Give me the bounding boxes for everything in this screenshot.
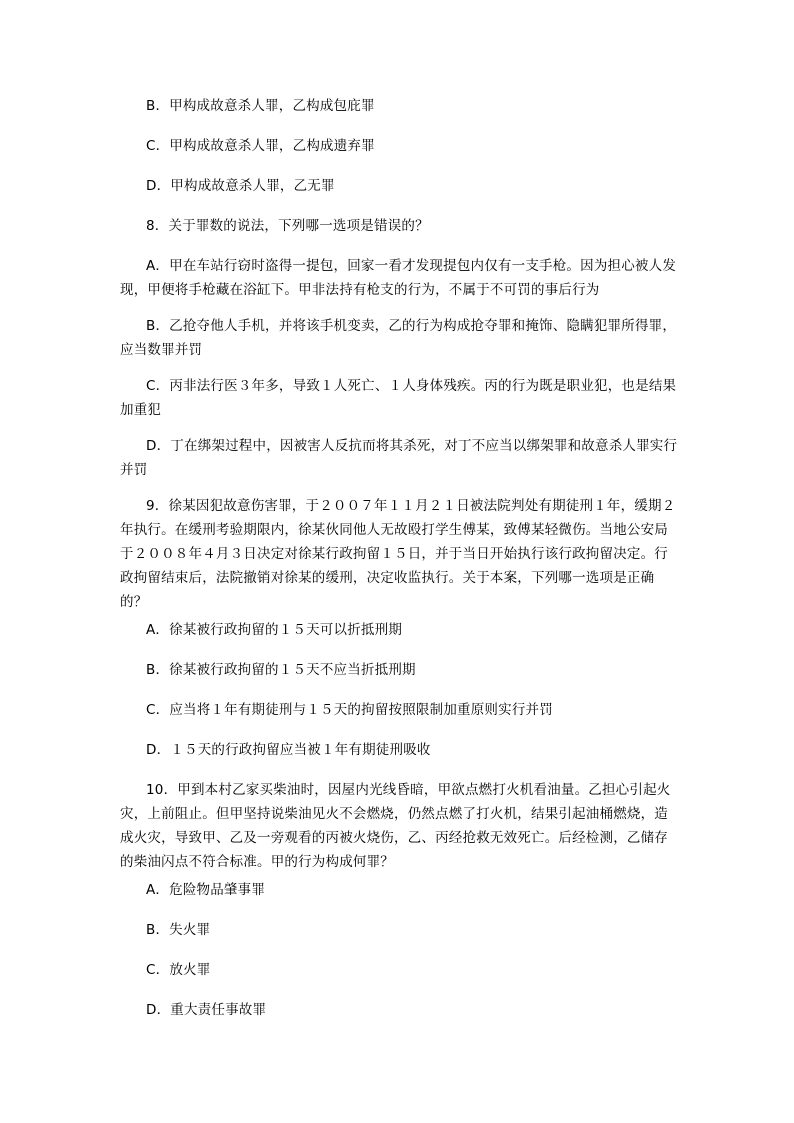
option-d-q7: D．甲构成故意杀人罪，乙无罪 bbox=[146, 178, 335, 194]
question-8: 8．关于罪数的说法，下列哪一选项是错误的？ bbox=[146, 218, 429, 234]
option-a-q8: A．甲在车站行窃时盗得一提包，回家一看才发现提包内仅有一支手枪。因为担心被人发现，甲便将手枪藏在浴缸下。甲非法持有枪支的行为，不属于不可罚的事后行为 bbox=[120, 258, 677, 298]
option-c-q9: C．应当将１年有期徒刑与１５天的拘留按照限制加重原则实行并罚 bbox=[146, 702, 553, 718]
option-c-q10: C．放火罪 bbox=[146, 962, 211, 978]
option-d-q9: D．１５天的行政拘留应当被１年有期徒刑吸收 bbox=[146, 742, 431, 758]
option-b-q9: B．徐某被行政拘留的１５天不应当折抵刑期 bbox=[146, 662, 416, 678]
option-b-q10: B．失火罪 bbox=[146, 922, 211, 938]
option-c-q8: C．丙非法行医３年多，导致１人死亡、１人身体残疾。丙的行为既是职业犯，也是结果加重犯 bbox=[120, 378, 677, 418]
option-d-q8: D．丁在绑架过程中，因被害人反抗而将其杀死，对丁不应当以绑架罪和故意杀人罪实行并罚 bbox=[120, 438, 678, 478]
option-a-q10: A．危险物品肇事罪 bbox=[146, 882, 266, 898]
question-10: 10．甲到本村乙家买柴油时，因屋内光线昏暗，甲欲点燃打火机看油量。乙担心引起火灾，上前阻止。但甲坚持说柴油见火不会燃烧，仍然点燃了打火机，结果引起油桶燃烧，造成火灾，导致甲、乙及一旁观看的丙被火烧伤，乙、丙经抢救无效死亡。后经检测，乙储存的柴油闪点不符合标准。甲的行为构成何罪？ bbox=[120, 782, 671, 870]
option-c-q7: C．甲构成故意杀人罪，乙构成遗弃罪 bbox=[146, 138, 375, 154]
question-9: 9．徐某因犯故意伤害罪，于２００７年１１月２１日被法院判处有期徒刑１年，缓期２年执行。在缓刑考验期限内，徐某伙同他人无故殴打学生傅某，致傅某轻微伤。当地公安局于２００８年４月３日决定对徐某行政拘留１５日，并于当日开始执行该行政拘留决定。行政拘留结束后，法院撤销对徐某的缓刑，决定收监执行。关于本案，下列哪一选项是正确的？ bbox=[120, 498, 676, 610]
option-d-q10: D．重大责任事故罪 bbox=[146, 1002, 267, 1018]
option-b-q7: B．甲构成故意杀人罪，乙构成包庇罪 bbox=[146, 98, 375, 114]
option-b-q8: B．乙抢夺他人手机，并将该手机变卖，乙的行为构成抢夺罪和掩饰、隐瞒犯罪所得罪，应当数罪并罚 bbox=[120, 318, 677, 358]
option-a-q9: A．徐某被行政拘留的１５天可以折抵刑期 bbox=[146, 622, 403, 638]
